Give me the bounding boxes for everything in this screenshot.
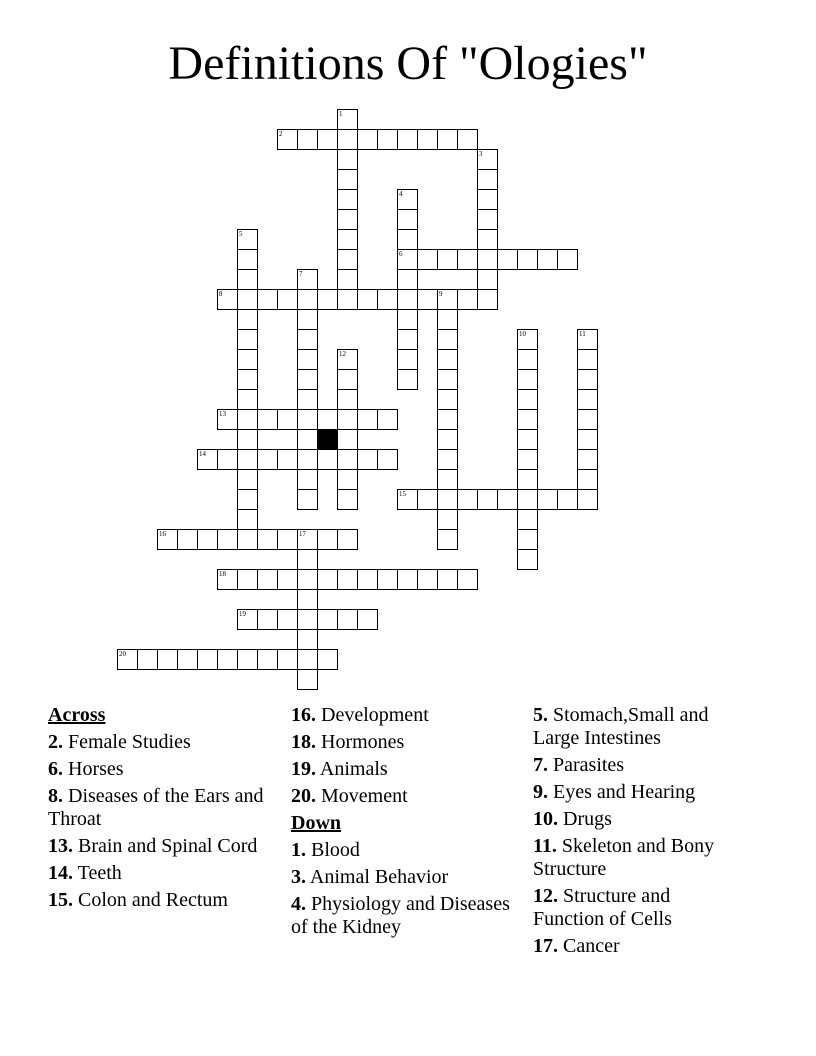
grid-cell[interactable] (337, 469, 358, 490)
grid-cell[interactable] (217, 289, 238, 310)
grid-cell[interactable] (337, 369, 358, 390)
grid-cell[interactable] (357, 449, 378, 470)
grid-cell[interactable] (397, 329, 418, 350)
clue-number: 10. (533, 808, 558, 830)
grid-cell[interactable] (397, 249, 418, 270)
clue-text: Hormones (316, 731, 405, 753)
grid-cell[interactable] (157, 529, 178, 550)
clue-text: Diseases of the Ears and Throat (48, 785, 264, 830)
grid-cell[interactable] (337, 529, 358, 550)
grid-cell[interactable] (397, 129, 418, 150)
clue-number: 13. (48, 835, 73, 857)
down-clue (291, 839, 526, 862)
grid-cell[interactable] (297, 649, 318, 670)
grid-cell[interactable] (577, 469, 598, 490)
clue-text: Female Studies (63, 731, 191, 753)
grid-cell[interactable] (297, 469, 318, 490)
grid-cell[interactable] (437, 369, 458, 390)
grid-cell[interactable] (537, 249, 558, 270)
grid-cell[interactable] (357, 409, 378, 430)
cell-number: 19 (239, 610, 246, 618)
cell-number: 2 (279, 130, 283, 138)
grid-cell[interactable] (297, 309, 318, 330)
cell-number: 5 (239, 230, 243, 238)
grid-cell[interactable] (357, 569, 378, 590)
grid-cell[interactable] (197, 449, 218, 470)
grid-cell[interactable] (457, 489, 478, 510)
grid-cell[interactable] (417, 489, 438, 510)
grid-cell[interactable] (297, 449, 318, 470)
grid-cell[interactable] (257, 449, 278, 470)
grid-cell[interactable] (317, 129, 338, 150)
grid-cell[interactable] (217, 449, 238, 470)
grid-cell[interactable] (217, 409, 238, 430)
grid-cell[interactable] (337, 569, 358, 590)
across-header: Across (48, 704, 106, 726)
grid-cell[interactable] (337, 269, 358, 290)
grid-cell[interactable] (317, 409, 338, 430)
grid-cell[interactable] (237, 409, 258, 430)
grid-cell[interactable] (457, 569, 478, 590)
grid-cell[interactable] (517, 369, 538, 390)
grid-cell[interactable] (277, 449, 298, 470)
grid-cell[interactable] (297, 129, 318, 150)
grid-cell[interactable] (237, 269, 258, 290)
clue-number: 16. (291, 704, 316, 726)
grid-cell[interactable] (377, 569, 398, 590)
grid-cell[interactable] (517, 429, 538, 450)
grid-cell[interactable] (317, 449, 338, 470)
grid-cell[interactable] (317, 529, 338, 550)
clue-number: 19. (291, 758, 316, 780)
down-clue (533, 885, 733, 931)
grid-cell[interactable] (377, 409, 398, 430)
grid-cell[interactable] (277, 129, 298, 150)
clue-text: Horses (63, 758, 124, 780)
grid-cell[interactable] (237, 229, 258, 250)
clue-text: Physiology and Diseases of the Kidney (291, 893, 510, 938)
down-clue (533, 808, 733, 831)
grid-cell[interactable] (477, 249, 498, 270)
across-clue (48, 758, 278, 781)
grid-cell[interactable] (237, 469, 258, 490)
grid-cell[interactable] (317, 649, 338, 670)
grid-cell[interactable] (437, 349, 458, 370)
grid-cell[interactable] (397, 209, 418, 230)
grid-cell[interactable] (237, 429, 258, 450)
grid-cell[interactable] (337, 129, 358, 150)
across-clue (48, 731, 278, 754)
grid-cell[interactable] (297, 629, 318, 650)
grid-cell[interactable] (277, 289, 298, 310)
across-clue (291, 785, 526, 808)
grid-cell[interactable] (437, 469, 458, 490)
clue-text: Brain and Spinal Cord (73, 835, 258, 857)
grid-cell[interactable] (517, 409, 538, 430)
grid-cell[interactable] (497, 249, 518, 270)
grid-cell[interactable] (297, 349, 318, 370)
grid-cell[interactable] (237, 249, 258, 270)
grid-cell[interactable] (237, 369, 258, 390)
grid-cell[interactable] (517, 329, 538, 350)
cell-number: 8 (219, 290, 223, 298)
clues-column-2 (291, 704, 526, 943)
page-title: Definitions Of "Ologies" (168, 37, 648, 90)
clues-column-1 (48, 704, 278, 916)
grid-cell[interactable] (257, 649, 278, 670)
grid-cell[interactable] (517, 249, 538, 270)
grid-cell[interactable] (517, 389, 538, 410)
grid-cell[interactable] (397, 189, 418, 210)
across-clue (291, 704, 526, 727)
grid-cell[interactable] (577, 329, 598, 350)
grid-cell[interactable] (297, 429, 318, 450)
grid-cell[interactable] (397, 369, 418, 390)
clue-text: Cancer (558, 935, 620, 957)
cell-number: 15 (399, 490, 406, 498)
grid-cell[interactable] (357, 609, 378, 630)
grid-cell[interactable] (437, 289, 458, 310)
clue-number: 17. (533, 935, 558, 957)
grid-cell[interactable] (257, 529, 278, 550)
grid-cell[interactable] (517, 349, 538, 370)
grid-cell[interactable] (297, 369, 318, 390)
clue-text: Eyes and Hearing (548, 781, 696, 803)
grid-cell[interactable] (297, 669, 318, 690)
clue-number: 1. (291, 839, 306, 861)
clues-column-3 (533, 704, 733, 962)
cell-number: 20 (119, 650, 126, 658)
grid-cell[interactable] (497, 489, 518, 510)
across-clue (48, 835, 278, 858)
cell-number: 17 (299, 530, 306, 538)
grid-cell[interactable] (477, 149, 498, 170)
cell-number: 14 (199, 450, 206, 458)
grid-cell[interactable] (517, 529, 538, 550)
grid-cell[interactable] (217, 649, 238, 670)
grid-cell[interactable] (417, 289, 438, 310)
grid-cell[interactable] (357, 289, 378, 310)
grid-cell[interactable] (457, 249, 478, 270)
grid-cell[interactable] (477, 489, 498, 510)
grid-cell[interactable] (437, 429, 458, 450)
grid-cell[interactable] (337, 489, 358, 510)
grid-cell[interactable] (297, 549, 318, 570)
grid-cell[interactable] (437, 309, 458, 330)
grid-cell[interactable] (397, 309, 418, 330)
grid-cell[interactable] (437, 409, 458, 430)
grid-cell[interactable] (437, 329, 458, 350)
grid-cell[interactable] (177, 529, 198, 550)
grid-cell[interactable] (297, 409, 318, 430)
down-clue (533, 781, 733, 804)
grid-cell[interactable] (517, 449, 538, 470)
grid-cell[interactable] (297, 609, 318, 630)
grid-cell[interactable] (397, 349, 418, 370)
clue-number: 6. (48, 758, 63, 780)
clue-text: Drugs (558, 808, 612, 830)
grid-cell[interactable] (337, 449, 358, 470)
grid-cell[interactable] (197, 649, 218, 670)
clue-number: 2. (48, 731, 63, 753)
grid-cell[interactable] (437, 489, 458, 510)
across-clue (291, 731, 526, 754)
cell-number: 7 (299, 270, 303, 278)
grid-cell[interactable] (397, 289, 418, 310)
grid-cell[interactable] (577, 409, 598, 430)
grid-cell[interactable] (437, 389, 458, 410)
grid-cell[interactable] (277, 609, 298, 630)
grid-cell[interactable] (577, 489, 598, 510)
grid-cell[interactable] (297, 529, 318, 550)
clue-number: 15. (48, 889, 73, 911)
cell-number: 11 (579, 330, 586, 338)
grid-cell[interactable] (337, 209, 358, 230)
cell-number: 10 (519, 330, 526, 338)
cell-number: 6 (399, 250, 403, 258)
grid-cell[interactable] (577, 429, 598, 450)
grid-cell[interactable] (437, 509, 458, 530)
cell-number: 9 (439, 290, 443, 298)
grid-cell[interactable] (357, 129, 378, 150)
grid-cell[interactable] (337, 149, 358, 170)
grid-cell[interactable] (237, 329, 258, 350)
down-clue (291, 893, 526, 939)
cell-number: 13 (219, 410, 226, 418)
cell-number: 1 (339, 110, 343, 118)
clue-number: 8. (48, 785, 63, 807)
down-clue (291, 866, 526, 889)
grid-cell[interactable] (337, 409, 358, 430)
clue-text: Parasites (548, 754, 625, 776)
cell-number: 12 (339, 350, 346, 358)
grid-cell[interactable] (477, 169, 498, 190)
clue-number: 5. (533, 704, 548, 726)
clue-number: 14. (48, 862, 73, 884)
clue-number: 18. (291, 731, 316, 753)
grid-cell[interactable] (437, 129, 458, 150)
grid-cell[interactable] (477, 189, 498, 210)
grid-cell[interactable] (217, 569, 238, 590)
down-clue (533, 704, 733, 750)
grid-cell[interactable] (437, 529, 458, 550)
grid-cell[interactable] (477, 269, 498, 290)
clue-text: Movement (316, 785, 408, 807)
grid-cell[interactable] (337, 109, 358, 130)
grid-cell[interactable] (237, 649, 258, 670)
grid-cell[interactable] (237, 529, 258, 550)
grid-cell[interactable] (297, 329, 318, 350)
grid-cell[interactable] (477, 229, 498, 250)
cell-number: 16 (159, 530, 166, 538)
grid-cell[interactable] (337, 249, 358, 270)
clue-number: 7. (533, 754, 548, 776)
down-header: Down (291, 812, 342, 834)
grid-cell[interactable] (237, 449, 258, 470)
grid-cell[interactable] (237, 509, 258, 530)
clue-number: 9. (533, 781, 548, 803)
grid-cell[interactable] (557, 249, 578, 270)
clue-text: Colon and Rectum (73, 889, 228, 911)
cell-number: 18 (219, 570, 226, 578)
across-clue (48, 889, 278, 912)
across-clue (48, 862, 278, 885)
clue-text: Development (316, 704, 429, 726)
cell-number: 4 (399, 190, 403, 198)
grid-cell[interactable] (377, 449, 398, 470)
grid-cell[interactable] (337, 349, 358, 370)
grid-cell[interactable] (337, 609, 358, 630)
grid-cell[interactable] (217, 529, 238, 550)
down-clue (533, 935, 733, 958)
grid-cell[interactable] (277, 649, 298, 670)
grid-cell[interactable] (417, 249, 438, 270)
grid-cell[interactable] (557, 489, 578, 510)
grid-cell[interactable] (117, 649, 138, 670)
grid-cell[interactable] (337, 169, 358, 190)
grid-cell[interactable] (237, 309, 258, 330)
grid-cell[interactable] (577, 389, 598, 410)
grid-cell[interactable] (237, 609, 258, 630)
clue-number: 20. (291, 785, 316, 807)
grid-cell[interactable] (537, 489, 558, 510)
grid-cell[interactable] (237, 289, 258, 310)
grid-cell[interactable] (317, 289, 338, 310)
grid-cell[interactable] (137, 649, 158, 670)
clue-text: Structure and Function of Cells (533, 885, 672, 930)
down-clue (533, 754, 733, 777)
grid-cell[interactable] (257, 289, 278, 310)
cell-number: 3 (479, 150, 483, 158)
grid-cell[interactable] (317, 569, 338, 590)
grid-cell[interactable] (237, 489, 258, 510)
grid-cell[interactable] (437, 569, 458, 590)
grid-cell[interactable] (517, 509, 538, 530)
grid-cell[interactable] (297, 589, 318, 610)
grid-cell[interactable] (577, 369, 598, 390)
grid-cell[interactable] (477, 209, 498, 230)
grid-cell[interactable] (517, 469, 538, 490)
grid-cell[interactable] (277, 529, 298, 550)
grid-cell[interactable] (237, 389, 258, 410)
grid-cell[interactable] (397, 489, 418, 510)
clue-text: Stomach,Small and Large Intestines (533, 704, 709, 749)
grid-cell[interactable] (297, 389, 318, 410)
grid-cell[interactable] (337, 289, 358, 310)
grid-cell[interactable] (417, 129, 438, 150)
grid-cell[interactable] (297, 289, 318, 310)
grid-cell[interactable] (237, 349, 258, 370)
grid-cell[interactable] (277, 409, 298, 430)
grid-cell[interactable] (377, 289, 398, 310)
across-clue (291, 758, 526, 781)
grid-cell[interactable] (317, 609, 338, 630)
clue-text: Teeth (73, 862, 122, 884)
grid-cell[interactable] (257, 409, 278, 430)
grid-cell[interactable] (337, 229, 358, 250)
grid-cell[interactable] (337, 429, 358, 450)
grid-cell[interactable] (237, 569, 258, 590)
clue-text: Animals (316, 758, 388, 780)
grid-cell[interactable] (457, 289, 478, 310)
grid-cell[interactable] (277, 569, 298, 590)
clue-number: 11. (533, 835, 557, 857)
grid-cell[interactable] (397, 569, 418, 590)
clue-number: 4. (291, 893, 306, 915)
grid-cell[interactable] (577, 349, 598, 370)
grid-cell[interactable] (417, 569, 438, 590)
grid-cell[interactable] (377, 129, 398, 150)
grid-cell[interactable] (257, 569, 278, 590)
grid-cell[interactable] (297, 569, 318, 590)
grid-cell[interactable] (337, 389, 358, 410)
grid-cell[interactable] (437, 249, 458, 270)
grid-cell[interactable] (397, 229, 418, 250)
grid-cell[interactable] (177, 649, 198, 670)
grid-cell[interactable] (477, 289, 498, 310)
grid-cell[interactable] (517, 549, 538, 570)
grid-cell[interactable] (297, 269, 318, 290)
grid-cell[interactable] (517, 489, 538, 510)
grid-cell[interactable] (157, 649, 178, 670)
clue-number: 3. (291, 866, 306, 888)
grid-cell[interactable] (197, 529, 218, 550)
black-square (317, 429, 338, 450)
grid-cell[interactable] (297, 489, 318, 510)
grid-cell[interactable] (457, 129, 478, 150)
grid-cell[interactable] (337, 189, 358, 210)
grid-cell[interactable] (397, 269, 418, 290)
clue-text: Blood (306, 839, 360, 861)
grid-cell[interactable] (577, 449, 598, 470)
down-clue (533, 835, 733, 881)
clue-text: Skeleton and Bony Structure (533, 835, 715, 880)
grid-cell[interactable] (257, 609, 278, 630)
clue-number: 12. (533, 885, 558, 907)
across-clue (48, 785, 278, 831)
grid-cell[interactable] (437, 449, 458, 470)
clue-text: Animal Behavior (306, 866, 449, 888)
